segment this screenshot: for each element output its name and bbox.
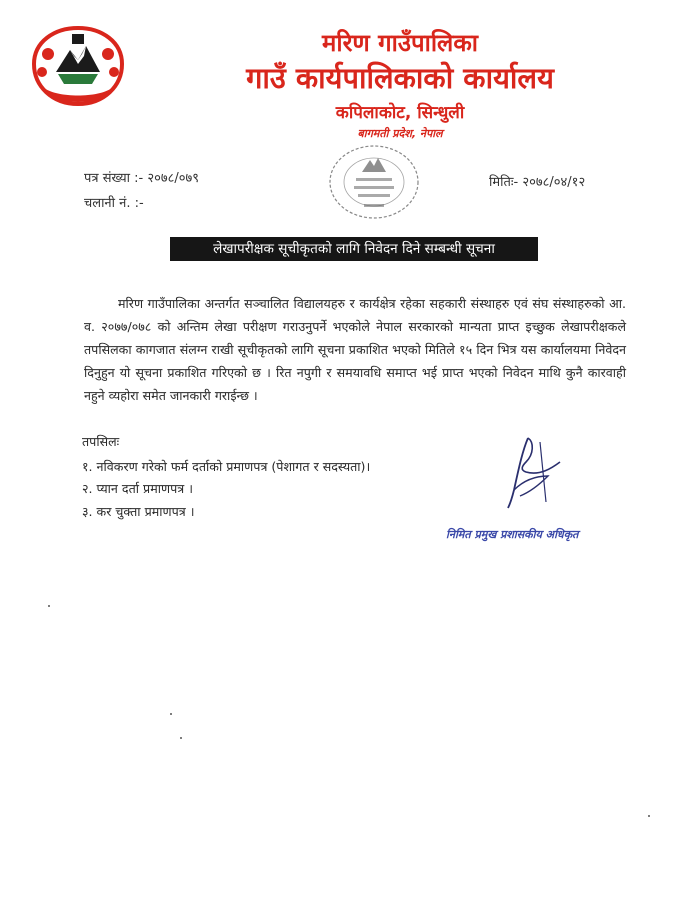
notice-subject: लेखापरीक्षक सूचीकृतको लागि निवेदन दिने सम्बन्धी सूचना	[170, 237, 538, 261]
signature-icon	[500, 432, 572, 512]
office-province: बागमती प्रदेश, नेपाल	[357, 127, 443, 140]
signatory-title: निमित प्रमुख प्रशासकीय अधिकृत	[446, 528, 579, 541]
office-stamp-icon	[326, 142, 422, 222]
list-item: २. प्यान दर्ता प्रमाणपत्र ।	[82, 481, 193, 496]
office-name-line1: मरिण गाउँपालिका	[322, 29, 478, 57]
list-heading: तपसिलः	[82, 434, 120, 449]
office-address: कपिलाकोट, सिन्धुली	[335, 103, 465, 123]
nepal-emblem-icon	[28, 24, 128, 112]
scan-speck	[48, 605, 50, 607]
list-item: ३. कर चुक्ता प्रमाणपत्र ।	[82, 504, 195, 519]
letter-date: मितिः- २०७८/०४/१२	[489, 175, 586, 190]
scan-speck	[648, 815, 650, 817]
office-name-line2: गाउँ कार्यपालिकाको कार्यालय	[246, 61, 554, 95]
scan-speck	[170, 713, 172, 715]
scan-speck	[180, 737, 182, 739]
dispatch-number: चलानी नं. :-	[84, 196, 144, 211]
list-item: १. नविकरण गरेको फर्म दर्ताको प्रमाणपत्र (पेशागत र सदस्यता)।	[82, 459, 371, 474]
notice-body: मरिण गाउँपालिका अन्तर्गत सञ्चालित विद्यालयहरु र कार्यक्षेत्र रहेका सहकारी संस्थाहरु एवं संघ संस्थाहरुको आ. व. २०७७/०७८ को अन्तिम लेखा परीक्षण गराउनुपर्ने भएकोले नेपाल सरकारको मान्यता प्राप्त इच्छुक लेखापरीक्षकले तपसिलका कागजात संलग्न राखी सूचीकृतको लागि सूचना प्रकाशित भएको मितिले १५ दिन भित्र यस कार्यालयमा निवेदन दिनुहुन यो सूचना प्रकाशित गरिएको छ । रित नपुगी र समयावधि समाप्त भई प्राप्त भएको निवेदन माथि कुनै कारवाही नहुने व्यहोरा समेत जानकारी गराईन्छ ।	[84, 296, 626, 403]
reference-number: पत्र संख्या :- २०७८/०७९	[84, 171, 200, 186]
